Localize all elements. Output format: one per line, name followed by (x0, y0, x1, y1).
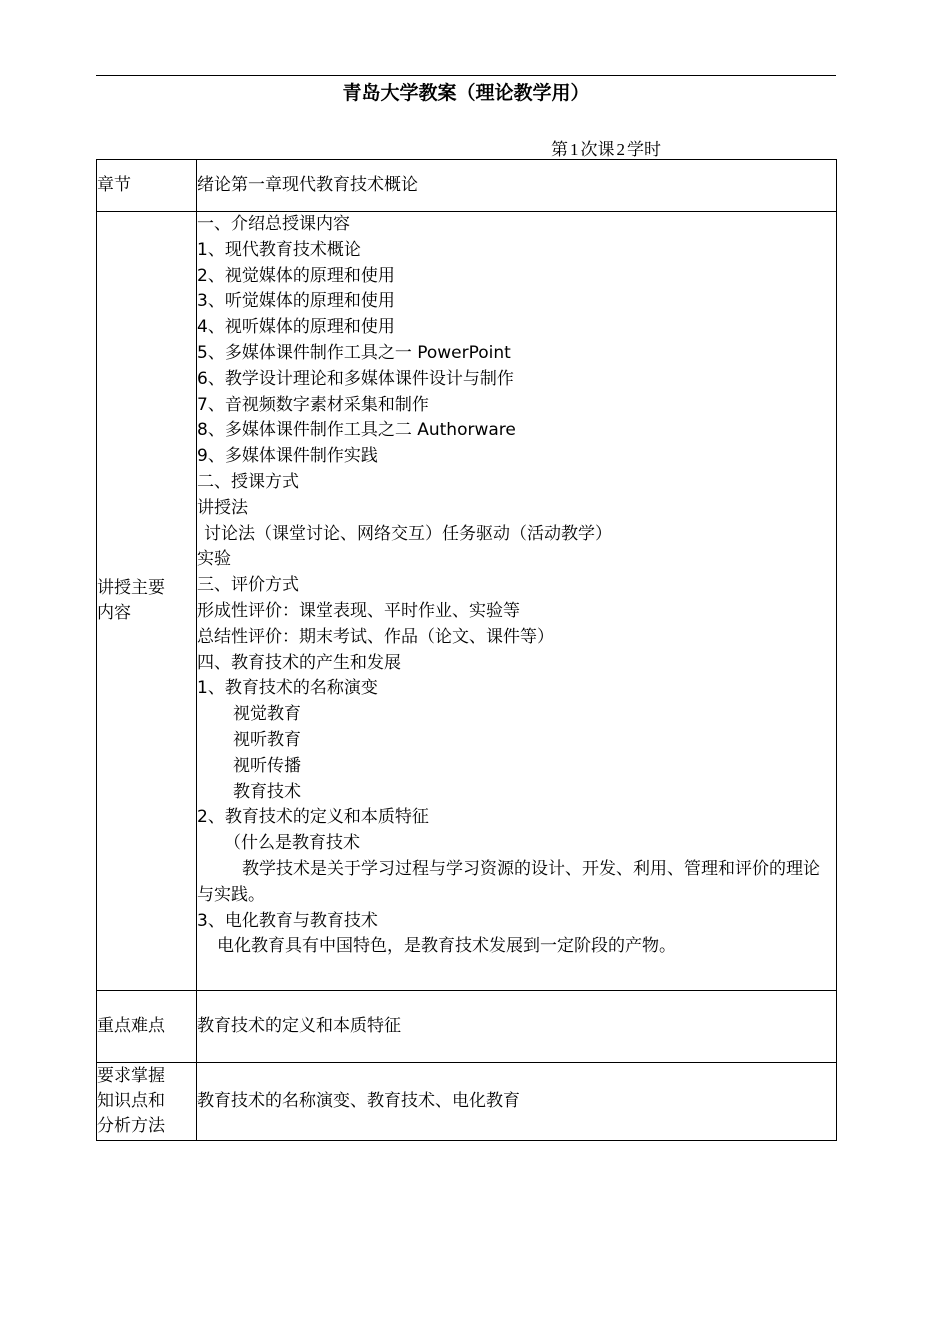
page-title: 青岛大学教案（理论教学用） (342, 82, 590, 104)
lesson-plan-table (96, 159, 837, 1141)
content-line: 3、电化教育与教育技术 (197, 910, 378, 931)
main-content-body (197, 212, 837, 991)
content-line: 电化教育具有中国特色，是教育技术发展到一定阶段的产物。 (217, 936, 676, 957)
requirements-value: 教育技术的名称演变、教育技术、电化教育 (197, 1063, 837, 1141)
hours-number: 2 (616, 140, 625, 159)
content-paragraph: 教学技术是关于学习过程与学习资源的设计、开发、利用、管理和评价的理论与实践。 (197, 858, 820, 905)
key-points-row (97, 991, 837, 1063)
content-line: 四、教育技术的产生和发展 (197, 652, 401, 673)
main-content-row (97, 212, 837, 991)
content-line: 二、授课方式 (197, 471, 299, 492)
session-mid: 次课 (580, 140, 615, 160)
content-line: 视听教育 (233, 729, 301, 750)
content-line: 三、评价方式 (197, 575, 299, 596)
content-line: 一、介绍总授课内容 (197, 214, 350, 234)
content-line: （什么是教育技术 (224, 833, 360, 854)
content-line: 实验 (197, 549, 231, 570)
content-line: 2、教育技术的定义和本质特征 (197, 807, 429, 828)
content-line: 1、教育技术的名称演变 (197, 678, 378, 699)
chapter-row (97, 160, 837, 212)
main-content-label: 讲授主要 内容 (97, 212, 197, 991)
content-line: 8、多媒体课件制作工具之二 Authorware (197, 420, 516, 441)
key-points-label: 重点难点 (97, 991, 197, 1063)
content-line: 形成性评价：课堂表现、平时作业、实验等 (197, 600, 520, 621)
content-line: 讲授法 (197, 497, 248, 518)
chapter-label: 章节 (97, 160, 197, 212)
content-line: 视听传播 (233, 755, 301, 776)
content-line: 视觉教育 (233, 704, 301, 725)
content-line: 5、多媒体课件制作工具之一 PowerPoint (197, 342, 511, 363)
session-prefix: 第 (551, 140, 568, 160)
key-points-value: 教育技术的定义和本质特征 (197, 991, 837, 1063)
requirements-row (97, 1063, 837, 1141)
content-line: 9、多媒体课件制作实践 (197, 446, 378, 467)
content-line: 6、教学设计理论和多媒体课件设计与制作 (197, 368, 514, 389)
requirements-label: 要求掌握 知识点和 分析方法 (97, 1063, 197, 1141)
content-line: 总结性评价：期末考试、作品（论文、课件等） (197, 626, 554, 647)
content-line: 教育技术 (233, 781, 301, 802)
hours-suffix: 学时 (627, 140, 661, 160)
content-line: 4、视听媒体的原理和使用 (197, 317, 395, 338)
content-line: 7、音视频数字素材采集和制作 (197, 394, 429, 415)
content-line: 2、视觉媒体的原理和使用 (197, 265, 395, 286)
content-line: 3、听觉媒体的原理和使用 (197, 291, 395, 312)
content-line: 讨论法（课堂讨论、网络交互）任务驱动（活动教学） (204, 523, 612, 544)
top-rule (96, 75, 836, 76)
session-number: 1 (570, 140, 579, 159)
content-line: 1、现代教育技术概论 (197, 239, 361, 260)
chapter-value: 绪论第一章现代教育技术概论 (197, 160, 837, 212)
